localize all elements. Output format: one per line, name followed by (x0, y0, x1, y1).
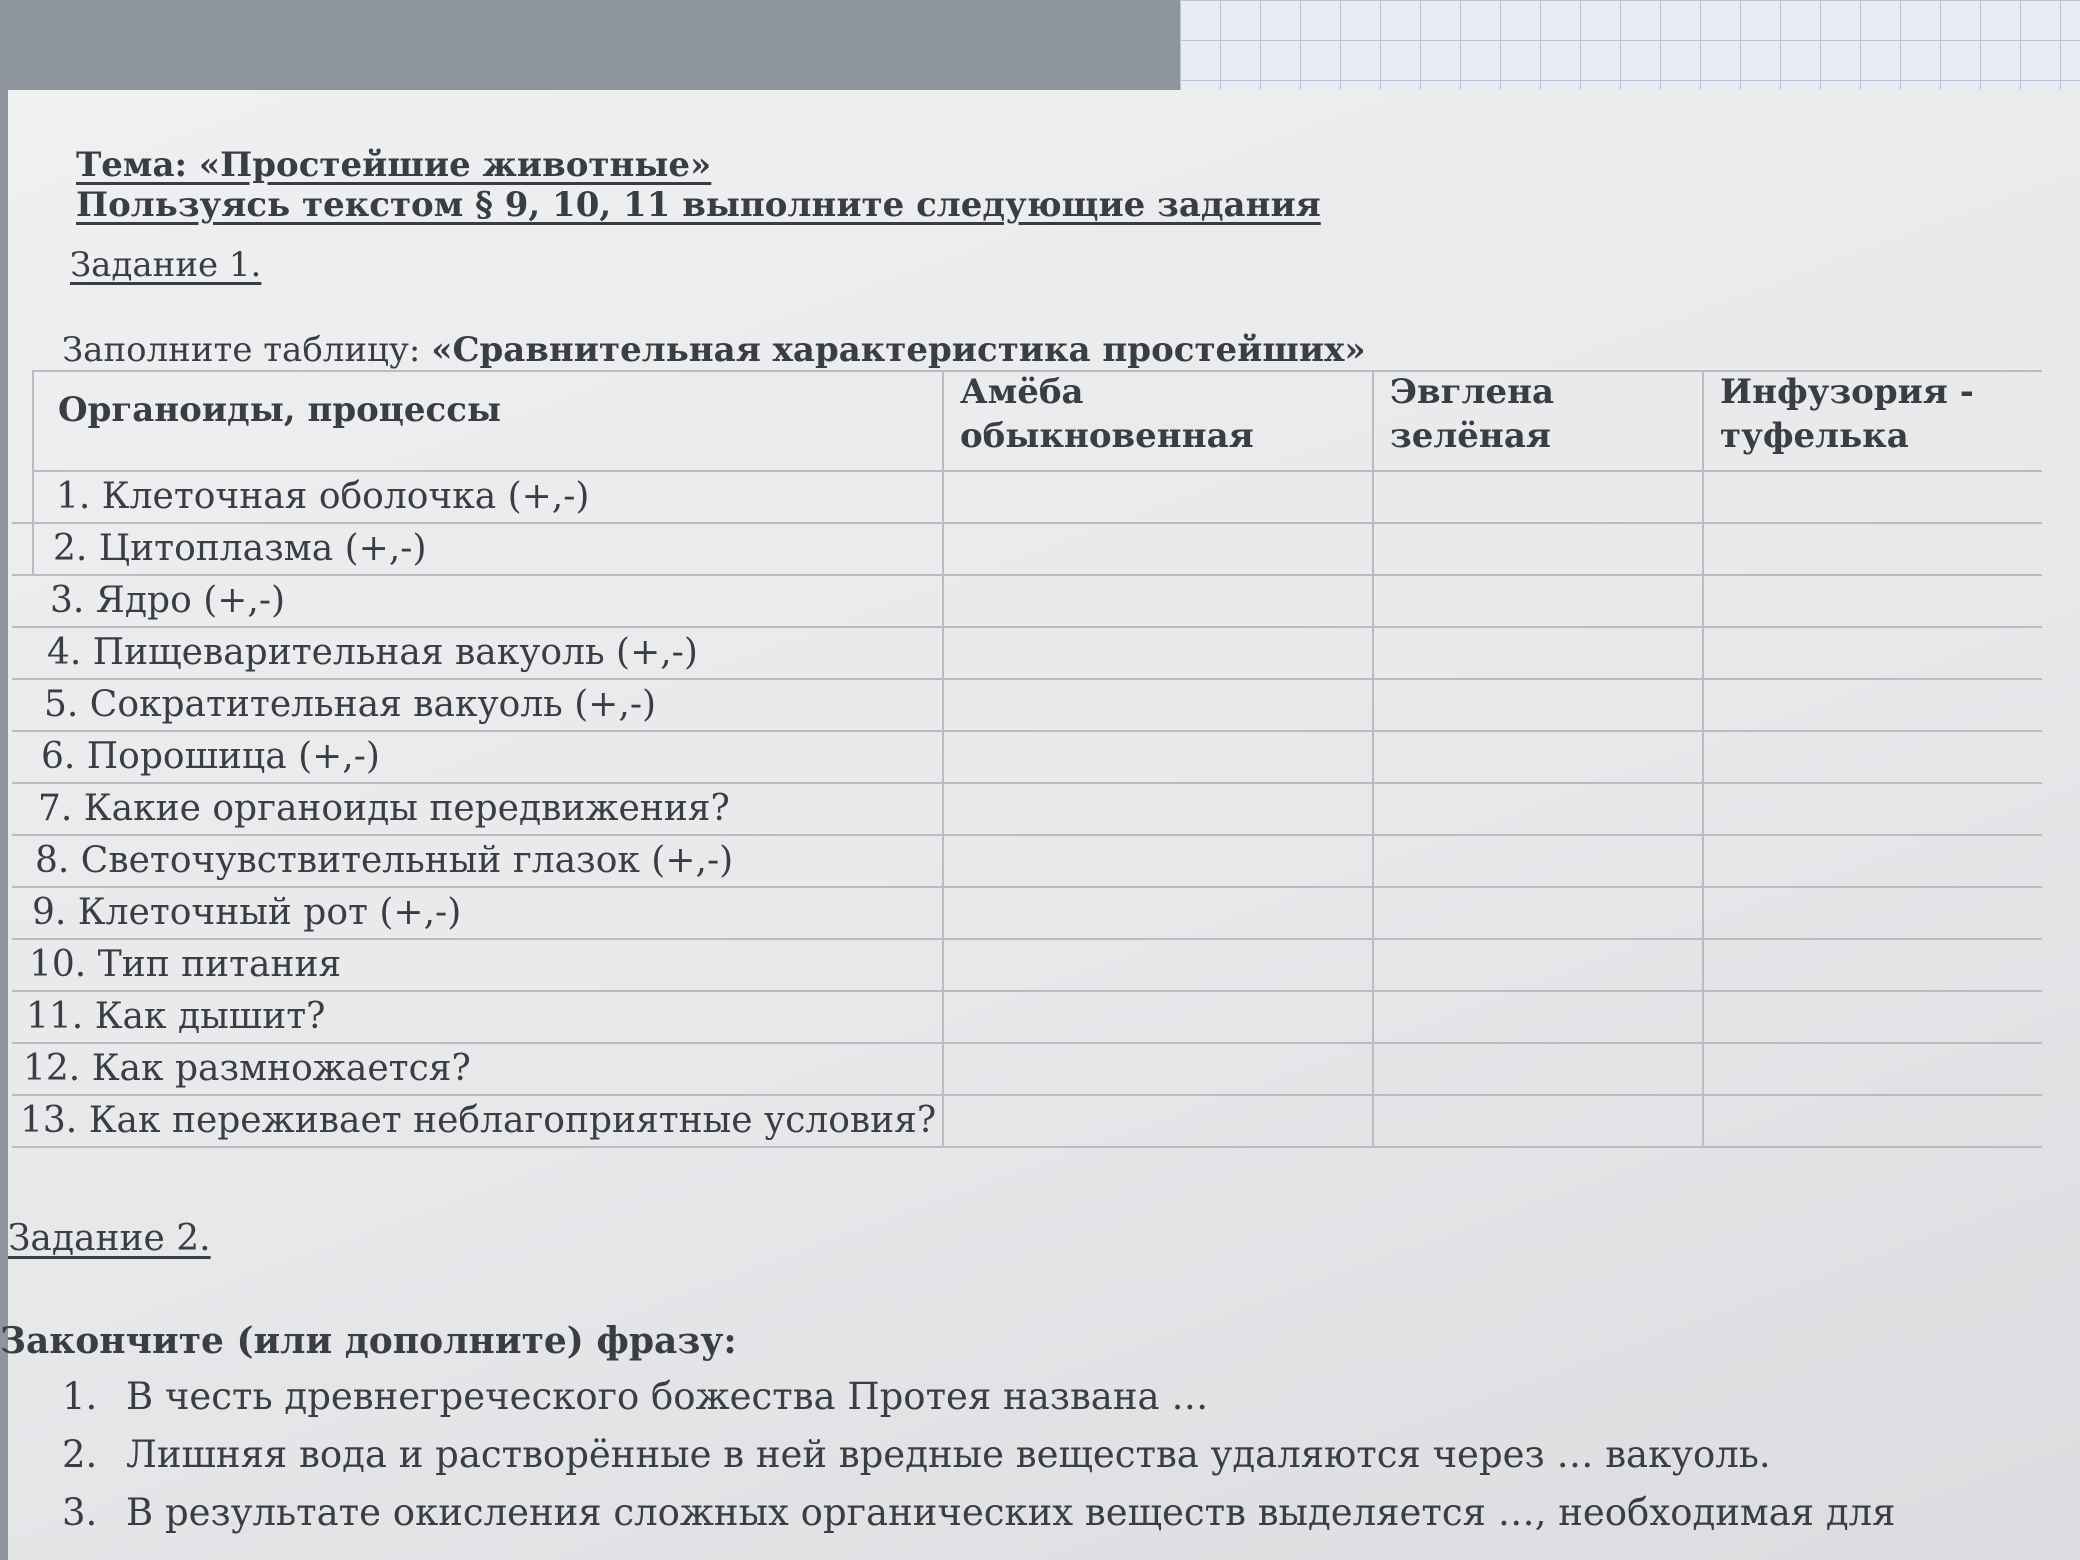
answer-cell[interactable] (944, 784, 1370, 832)
answer-cell[interactable] (944, 1044, 1370, 1092)
answer-cell[interactable] (1704, 836, 2040, 884)
header-euglena (1390, 370, 1554, 458)
answer-cell[interactable] (944, 472, 1370, 520)
answer-cell[interactable] (944, 940, 1370, 988)
header-amoeba (960, 370, 1254, 458)
answer-cell[interactable] (1704, 576, 2040, 624)
answer-cell[interactable] (1374, 836, 1700, 884)
table-rule (12, 1146, 2042, 1148)
header-line: обыкновенная (960, 416, 1254, 456)
answer-cell[interactable] (1704, 940, 2040, 988)
phrase-text: В результате окисления сложных органических веществ выделяется …, необходимая для (126, 1491, 1896, 1534)
answer-cell[interactable] (1374, 992, 1700, 1040)
table-row-label: 12. Как размножается? (23, 1048, 471, 1089)
answer-cell[interactable] (1704, 1044, 2040, 1092)
answer-cell[interactable] (1374, 732, 1700, 780)
answer-cell[interactable] (1704, 1096, 2040, 1144)
answer-cell[interactable] (1374, 680, 1700, 728)
table-row-label: 1. Клеточная оболочка (+,-) (56, 476, 590, 517)
header-line: Органоиды, процессы (58, 390, 502, 430)
answer-cell[interactable] (1374, 628, 1700, 676)
answer-cell[interactable] (1704, 680, 2040, 728)
answer-cell[interactable] (1704, 992, 2040, 1040)
answer-cell[interactable] (1374, 1096, 1700, 1144)
phrase-number: 3. (62, 1491, 98, 1534)
header-organoids (58, 388, 501, 432)
answer-cell[interactable] (944, 732, 1370, 780)
answer-cell[interactable] (1704, 784, 2040, 832)
table-row-label: 11. Как дышит? (26, 996, 326, 1037)
header-line: Амёба (960, 372, 1084, 412)
phrase-number: 2. (62, 1433, 98, 1476)
answer-cell[interactable] (944, 524, 1370, 572)
header-line: Эвглена (1390, 372, 1555, 412)
task1-label: Задание 1. (70, 245, 262, 285)
answer-cell[interactable] (1374, 1044, 1700, 1092)
fill-prefix: Заполните таблицу: (62, 330, 432, 370)
phrase-text: Лишняя вода и растворённые в ней вредные вещества удаляются через … вакуоль. (126, 1433, 1771, 1476)
table-row-label: 6. Порошица (+,-) (41, 736, 380, 777)
answer-cell[interactable] (1374, 784, 1700, 832)
answer-cell[interactable] (1704, 732, 2040, 780)
table-row-label: 3. Ядро (+,-) (50, 580, 286, 621)
table-row-label: 7. Какие органоиды передвижения? (38, 788, 730, 829)
header-line: зелёная (1390, 416, 1551, 456)
phrase-list-item (62, 1375, 1208, 1418)
answer-cell[interactable] (1704, 628, 2040, 676)
header-line: туфелька (1720, 416, 1909, 456)
table-row-label: 5. Сократительная вакуоль (+,-) (44, 684, 657, 725)
answer-cell[interactable] (944, 836, 1370, 884)
table-column-rule (32, 370, 34, 574)
answer-cell[interactable] (1374, 576, 1700, 624)
answer-cell[interactable] (944, 888, 1370, 936)
answer-cell[interactable] (944, 680, 1370, 728)
answer-cell[interactable] (944, 576, 1370, 624)
header-line: Инфузория - (1720, 372, 1974, 412)
answer-cell[interactable] (1374, 888, 1700, 936)
answer-cell[interactable] (1374, 472, 1700, 520)
table-row-label: 2. Цитоплазма (+,-) (53, 528, 427, 569)
answer-cell[interactable] (1704, 888, 2040, 936)
table-row-label: 8. Светочувствительный глазок (+,-) (35, 840, 734, 881)
task2-label: Задание 2. (8, 1218, 211, 1259)
table-row-label: 13. Как переживает неблагоприятные условия? (20, 1100, 937, 1141)
table-row-label: 10. Тип питания (29, 944, 342, 985)
phrase-number: 1. (62, 1375, 98, 1418)
comparison-table (12, 370, 2042, 1150)
phrase-list-item (62, 1433, 1771, 1476)
answer-cell[interactable] (1374, 940, 1700, 988)
answer-cell[interactable] (1704, 472, 2040, 520)
finish-phrase-heading: Закончите (или дополните) фразу: (0, 1320, 737, 1362)
answer-cell[interactable] (1374, 524, 1700, 572)
fill-table-caption (62, 330, 1366, 370)
phrase-list-item (62, 1491, 1895, 1534)
instruction-heading: Пользуясь текстом § 9, 10, 11 выполните следующие задания (76, 185, 1321, 225)
answer-cell[interactable] (1704, 524, 2040, 572)
answer-cell[interactable] (944, 628, 1370, 676)
fill-title: «Сравнительная характеристика простейших» (431, 330, 1366, 370)
topic-heading: Тема: «Простейшие животные» (76, 145, 712, 185)
header-paramecium (1720, 370, 1974, 458)
table-row-label: 9. Клеточный рот (+,-) (32, 892, 462, 933)
phrase-text: В честь древнегреческого божества Протея названа … (126, 1375, 1209, 1418)
table-row-label: 4. Пищеварительная вакуоль (+,-) (47, 632, 698, 673)
answer-cell[interactable] (944, 992, 1370, 1040)
answer-cell[interactable] (944, 1096, 1370, 1144)
